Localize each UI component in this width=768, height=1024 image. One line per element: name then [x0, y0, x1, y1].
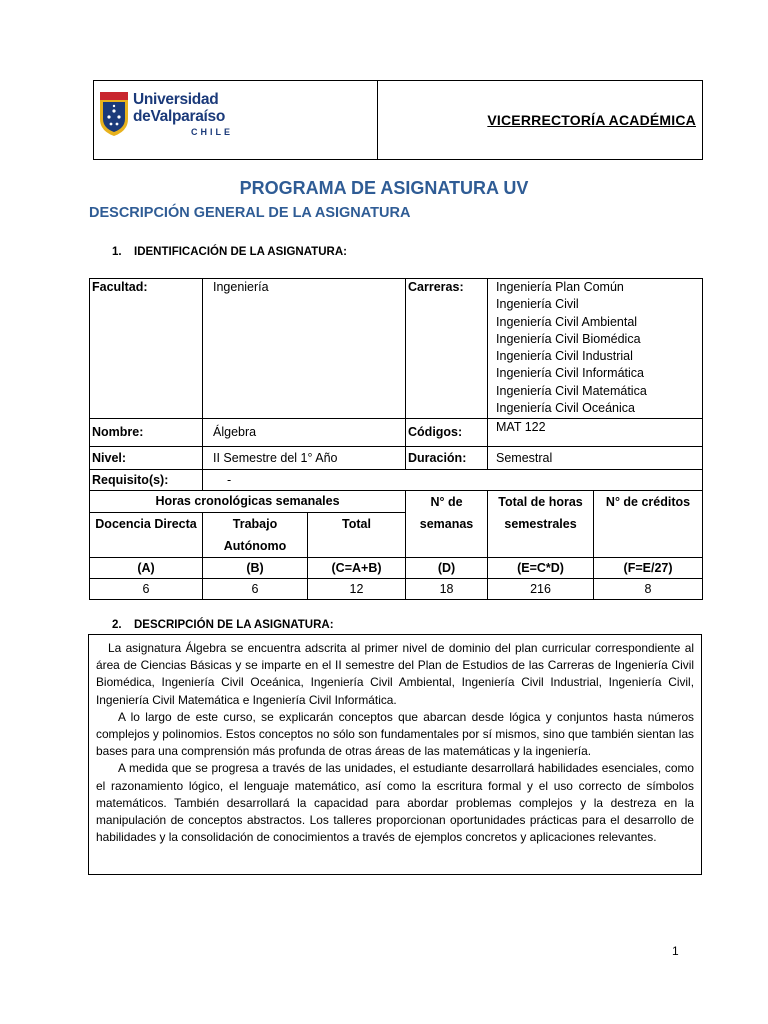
header-title-cell	[378, 81, 702, 159]
table-row	[90, 419, 703, 447]
header-box	[93, 80, 703, 160]
logo-line-chile: CHILE	[191, 126, 233, 137]
docencia-header: Docencia Directa	[90, 513, 203, 558]
nivel-value: II Semestre del 1° Año	[203, 447, 406, 470]
codigos-label: Códigos:	[406, 419, 488, 447]
section-1-number: 1.	[112, 246, 122, 258]
duracion-label: Duración:	[406, 447, 488, 470]
codigos-value: MAT 122	[488, 419, 703, 447]
facultad-value: Ingeniería	[203, 279, 406, 419]
description-paragraph-3: A medida que se progresa a través de las unidades, el estudiante desarrollará habilidades esenciales, como el razonamiento lógico, el lenguaje matemático, así como la escritura formal y el uso correcto de símbolos matemáticos. También desarrollará la capacidad para abordar problemas complejos y la destreza en la manipulación de conceptos abstractos. Los talleres proporcionan oportunidades prácticas para el desarrollo de habilidades y la consolidación de conocimientos a través de ejemplos concretos y aplicaciones relevantes.	[96, 761, 694, 845]
formula-f: (F=E/27)	[594, 558, 703, 579]
duracion-value: Semestral	[488, 447, 703, 470]
facultad-label: Facultad:	[90, 279, 203, 419]
table-row	[90, 558, 703, 579]
carreras-list	[488, 279, 703, 419]
value-f: 8	[594, 579, 703, 600]
creditos-header: N° de créditos	[594, 491, 703, 558]
table-row	[90, 279, 703, 419]
vicerrectoria-title: VICERRECTORÍA ACADÉMICA	[487, 112, 696, 128]
section-2-number: 2.	[112, 619, 122, 631]
table-row	[90, 447, 703, 470]
section-2-heading	[112, 619, 334, 631]
nombre-label: Nombre:	[90, 419, 203, 447]
formula-b: (B)	[203, 558, 308, 579]
description-box	[88, 634, 702, 875]
carreras-label: Carreras:	[406, 279, 488, 419]
page-subtitle: DESCRIPCIÓN GENERAL DE LA ASIGNATURA	[89, 205, 411, 221]
semanas-header: N° de semanas	[406, 491, 488, 558]
header-logo-cell	[94, 81, 378, 159]
formula-d: (D)	[406, 558, 488, 579]
description-paragraph-2: A lo largo de este curso, se explicarán conceptos que abarcan desde lógica y conjuntos hasta números complejos y polinomios. Estos conceptos no sólo son fundamentales por sí mismos, sino que también sientan las bases para una comprensión más profunda de otras áreas de las matemáticas y la ingeniería.	[96, 709, 694, 759]
identification-table	[89, 278, 703, 600]
nombre-value: Álgebra	[203, 419, 406, 447]
list-item: Ingeniería Civil	[496, 297, 579, 312]
logo-line-universidad: Universidad	[133, 90, 219, 108]
value-e: 216	[488, 579, 594, 600]
list-item: Ingeniería Civil Biomédica	[496, 331, 641, 346]
total-horas-header: Total de horas semestrales	[488, 491, 594, 558]
list-item: Ingeniería Plan Común	[496, 280, 624, 294]
requisito-value: -	[203, 470, 703, 491]
table-row	[90, 491, 703, 513]
formula-e: (E=C*D)	[488, 558, 594, 579]
list-item: Ingeniería Civil Industrial	[496, 349, 633, 364]
requisito-label: Requisito(s):	[90, 470, 203, 491]
page-number: 1	[672, 944, 679, 958]
list-item: Ingeniería Civil Matemática	[496, 383, 647, 398]
section-1-label: IDENTIFICACIÓN DE LA ASIGNATURA:	[134, 246, 347, 258]
value-c: 12	[308, 579, 406, 600]
total-header: Total	[308, 513, 406, 558]
formula-a: (A)	[90, 558, 203, 579]
value-d: 18	[406, 579, 488, 600]
section-2-label: DESCRIPCIÓN DE LA ASIGNATURA:	[134, 619, 334, 631]
page-title: PROGRAMA DE ASIGNATURA UV	[239, 178, 529, 198]
trabajo-header: Trabajo Autónomo	[203, 513, 308, 558]
list-item: Ingeniería Civil Informática	[496, 366, 644, 381]
list-item: Ingeniería Civil Ambiental	[496, 314, 638, 329]
university-shield-icon	[99, 91, 129, 137]
logo-line-valparaiso: deValparaíso	[133, 108, 226, 125]
description-paragraph-1: La asignatura Álgebra se encuentra adscrita al primer nivel de dominio del plan curricular correspondiente al área de Ciencias Básicas y se imparte en el II semestre del Plan de Estudios de las Carreras de Ingeniería Civil Biomédica, Ingeniería Civil Oceánica, Ingeniería Civil Ambiental, Ingeniería Civil Industrial, Ingeniería Civil, Ingeniería Civil Matemática e Ingeniería Civil Informática.	[96, 641, 694, 707]
nivel-label: Nivel:	[90, 447, 203, 470]
value-a: 6	[90, 579, 203, 600]
list-item: Ingeniería Civil Oceánica	[496, 401, 635, 416]
university-logo	[99, 91, 233, 137]
formula-c: (C=A+B)	[308, 558, 406, 579]
horas-header: Horas cronológicas semanales	[90, 491, 406, 513]
section-1-heading	[112, 246, 347, 258]
value-b: 6	[203, 579, 308, 600]
table-row	[90, 579, 703, 600]
table-row	[90, 470, 703, 491]
